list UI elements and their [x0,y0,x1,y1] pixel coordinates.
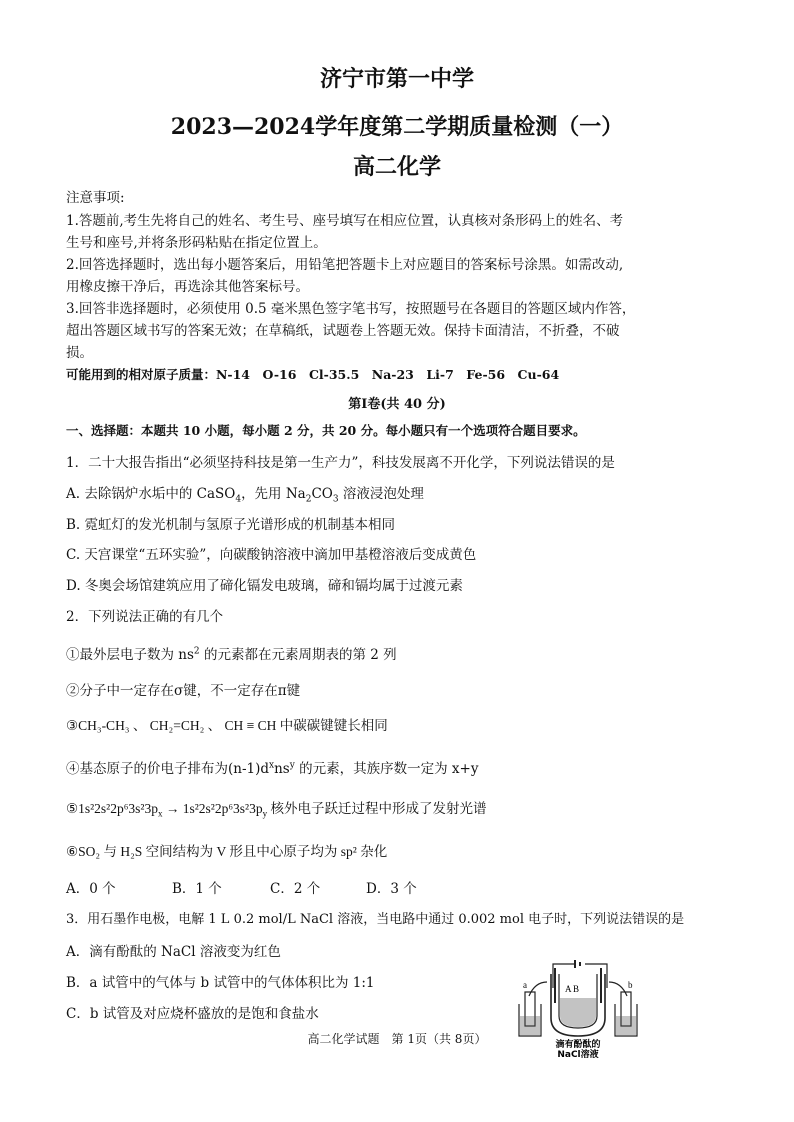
q1-option-c: C. 天宫课堂“五环实验”，向碳酸钠溶液中滴加甲基橙溶液后变成黄色 [66,547,477,563]
notice-item-1-line-2: 生号和座号,并将条形码粘贴在指定位置上。 [66,235,327,251]
q2-statement-6: ⑥SO₂ 与 H₂S 空间结构为 V 形且中心原子均为 sp² 杂化 [66,844,388,859]
q1-option-b: B. 霓虹灯的发光机制与氢原子光谱形成的机制基本相同 [66,517,396,533]
subject-title: 高二化学 [352,154,441,180]
q2-statement-3: ③CH₃-CH₃ 、 CH₂=CH₂ 、 CH ≡ CH 中碳碳键键长相同 [66,718,388,733]
q3-option-a: A．滴有酚酞的 NaCl 溶液变为红色 [66,944,281,960]
q2-option-b: B．1 个 [172,881,222,897]
q2-statement-5: $⑤1s^22s^22p^63s^23p_x \to 1s^22s^22p^63s^23p_y$ 核外电子跃迁过程中形成了发射光谱 [66,801,487,819]
q3-stem: 3．用石墨作电极，电解 1 L 0.2 mol/L NaCl 溶液，当电路中通过 0.002 mol 电子时，下列说法错误的是 [66,912,685,927]
notice-item-1-line-1: 1.答题前,考生先将自己的姓名、考生号、座号填写在相应位置，认真核对条形码上的姓名、考 [66,213,624,229]
q2-option-a: A．0 个 [66,881,116,897]
exam-term: 2023—2024学年度第二学期质量检测（一） [170,114,624,140]
q1-option-d: D. 冬奥会场馆建筑应用了碲化镉发电玻璃，碲和镉均属于过渡元素 [66,578,463,594]
q3-option-c: C．b 试管及对应烧杯盛放的是饱和食盐水 [66,1006,319,1022]
label-a: a [523,980,527,990]
q2-stem: 2．下列说法正确的有几个 [66,609,224,625]
label-electrode-B: B [573,984,580,994]
q3-option-b: B．a 试管中的气体与 b 试管中的气体体积比为 1:1 [66,975,375,991]
q2-option-d: D．3 个 [366,881,417,897]
q2-statement-4: ④基态原子的价电子排布为$(n-1)d^xns^y$ 的元素，其族序数一定为 x+y [66,760,479,777]
page-footer: 高二化学试题 第 1页（共 8页） [307,1032,487,1046]
q2-statement-2: ②分子中一定存在σ键，不一定存在π键 [66,683,301,699]
school-name: 济宁市第一中学 [319,66,474,92]
atomic-masses: 可能用到的相对原子质量：N-14 O-16 Cl-35.5 Na-23 Li-7 Fe-56 Cu-64 [66,367,560,382]
notice-item-3-line-3: 损。 [66,345,93,361]
notice-item-2-line-2: 用橡皮擦干净后，再选涂其他答案标号。 [66,279,309,295]
part1-title: 一、选择题：本题共 10 小题，每小题 2 分，共 20 分。每小题只有一个选项符合题目要求。 [66,423,586,438]
section-title: 第Ⅰ卷(共 40 分) [348,397,446,412]
notice-title: 注意事项: [66,190,125,206]
caption-line-1: 滴有酚酞的 [555,1040,601,1050]
q2-option-c: C．2 个 [270,881,321,897]
q2-statement-1: ①最外层电子数为 $ns^2$ 的元素都在元素周期表的第 2 列 [66,646,397,663]
caption-line-2: NaCl溶液 [557,1050,599,1058]
q1-option-a: A. 去除锅炉水垢中的 CaSO$_4$，先用 $Na_2CO_3$ 溶液浸泡处理 [66,486,424,505]
label-b: b [628,980,633,990]
label-electrode-A: A [565,984,572,994]
notice-item-3-line-1: 3.回答非选择题时，必须使用 0.5 毫米黑色签字笔书写，按照题号在各题目的答题区域内作答， [66,301,636,317]
q1-stem: 1．二十大报告指出“必须坚持科技是第一生产力”，科技发展离不开化学，下列说法错误的是 [66,455,615,471]
notice-item-3-line-2: 超出答题区域书写的答案无效；在草稿纸，试题卷上答题无效。保持卡面清洁，不折叠，不破 [66,323,620,339]
notice-item-2-line-1: 2.回答选择题时，选出每小题答案后，用铅笔把答题卡上对应题目的答案标号涂黑。如需改动, [66,257,624,273]
